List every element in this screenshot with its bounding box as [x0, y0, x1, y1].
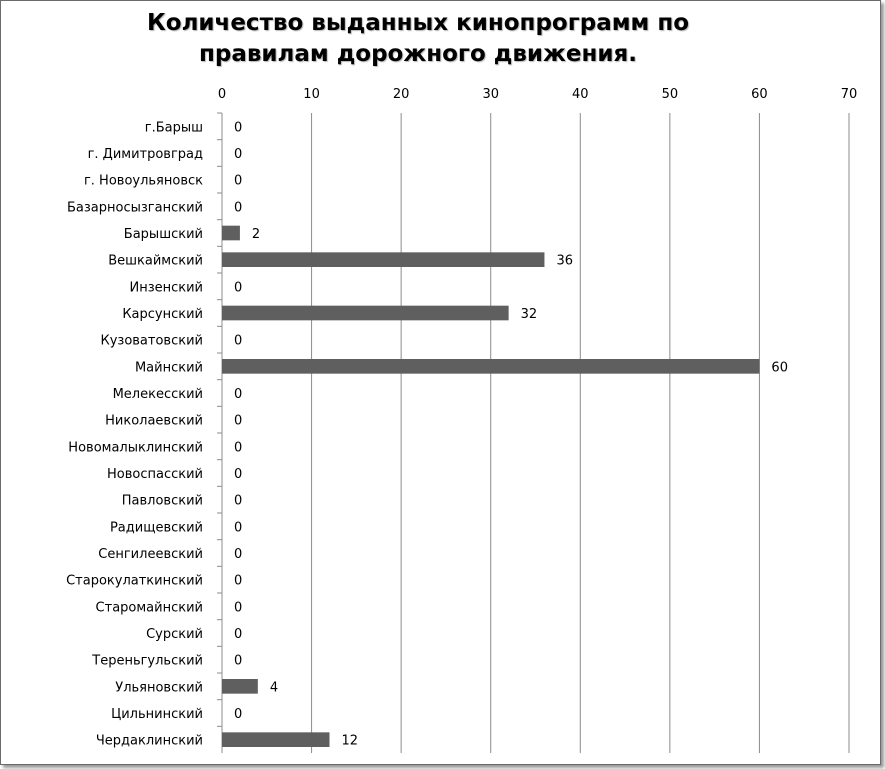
data-label: 0 — [234, 493, 243, 509]
bar — [222, 226, 240, 241]
category-label: Базарносызганский — [67, 200, 203, 216]
data-label: 4 — [269, 680, 279, 696]
data-label: 0 — [234, 387, 243, 402]
data-label: 0 — [234, 173, 243, 189]
category-label: Барышский — [123, 227, 203, 242]
category-label: г. Димитровград — [87, 147, 203, 162]
category-label: Тереньгульский — [92, 653, 203, 669]
category-label: Сурский — [146, 627, 203, 642]
data-label: 0 — [234, 707, 243, 722]
data-label: 0 — [234, 413, 243, 429]
category-label: Новоспасский — [106, 467, 203, 482]
x-tick-label: 50 — [661, 87, 679, 102]
category-label: Павловский — [121, 493, 203, 509]
category-label: Сенгилеевский — [98, 547, 203, 562]
category-label: Ульяновский — [115, 680, 203, 696]
category-label: Новомалыклинский — [68, 440, 203, 456]
x-tick-label: 0 — [217, 87, 227, 102]
data-label: 0 — [234, 120, 243, 136]
category-label: Майнский — [134, 360, 203, 376]
data-label: 0 — [234, 600, 243, 616]
bar — [222, 252, 544, 267]
category-label: Карсунский — [122, 307, 203, 322]
chart-title: Количество выданных кинопрограмм по правилам дорожного движения. — [146, 10, 690, 67]
category-label: Инзенский — [129, 280, 203, 296]
x-tick-label: 10 — [303, 87, 320, 102]
data-label: 0 — [234, 280, 243, 296]
data-label: 2 — [251, 227, 261, 242]
category-label: Мелекесский — [112, 387, 203, 402]
data-label: 0 — [234, 520, 243, 536]
category-label: г. Новоульяновск — [83, 173, 203, 189]
bar — [222, 306, 509, 321]
data-label: 0 — [234, 467, 243, 482]
data-label: 0 — [234, 200, 243, 216]
x-tick-label: 40 — [572, 87, 589, 102]
data-label: 60 — [771, 360, 788, 376]
category-label: Николаевский — [105, 413, 203, 429]
category-label: Старокулаткинский — [66, 573, 203, 589]
data-label: 0 — [234, 627, 243, 642]
category-label: г.Барыш — [144, 120, 203, 136]
data-label: 0 — [234, 440, 243, 456]
x-tick-label: 70 — [840, 87, 858, 102]
data-label: 12 — [341, 733, 359, 749]
category-label: Вешкаймский — [108, 253, 203, 269]
bar — [222, 732, 329, 747]
x-tick-label: 30 — [482, 87, 499, 102]
bar — [222, 359, 759, 374]
data-label: 32 — [520, 307, 538, 322]
category-label: Кузоватовский — [100, 333, 203, 349]
category-label: Радищевский — [109, 520, 203, 536]
data-label: 0 — [234, 147, 243, 162]
data-label: 0 — [234, 573, 243, 589]
data-label: 0 — [234, 653, 243, 669]
data-label: 36 — [556, 253, 574, 269]
data-label: 0 — [234, 333, 243, 349]
bar — [222, 679, 258, 694]
data-label: 0 — [234, 547, 243, 562]
x-tick-label: 60 — [751, 87, 768, 102]
category-label: Цильнинский — [111, 707, 203, 722]
category-label: Старомайнский — [95, 600, 203, 616]
category-label: Чердаклинский — [95, 733, 203, 749]
x-tick-label: 20 — [392, 87, 410, 102]
